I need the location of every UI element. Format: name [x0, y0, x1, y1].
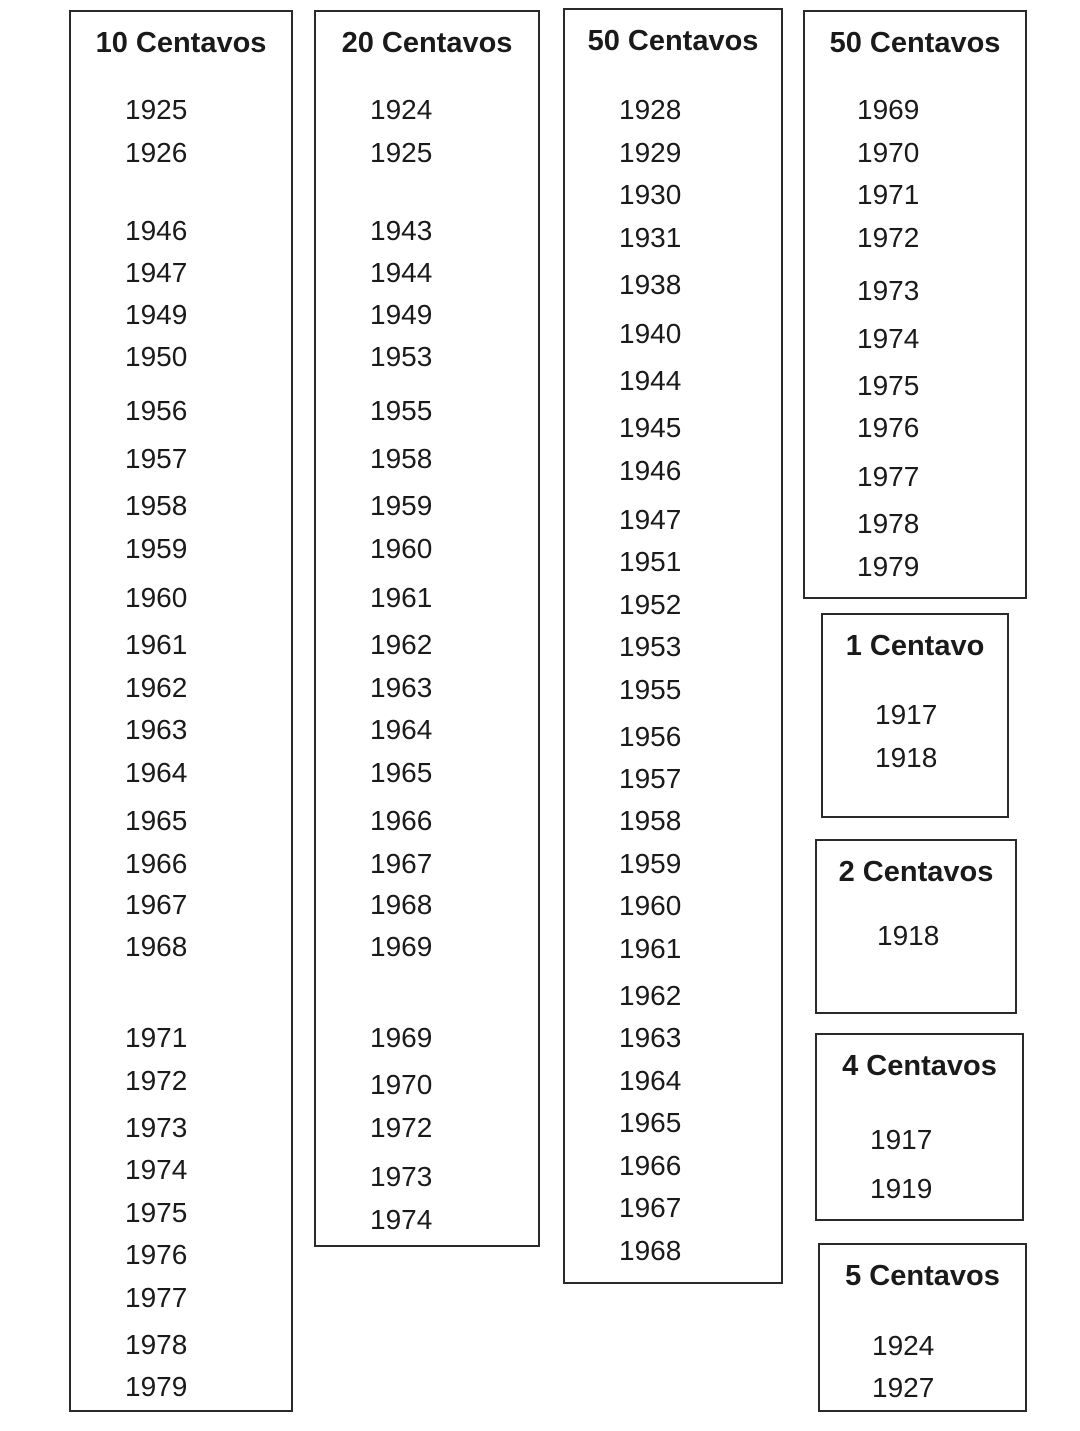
- denomination-box: [815, 1033, 1024, 1221]
- year-item: 1957: [125, 443, 188, 474]
- denomination-title: 20 Centavos: [341, 27, 513, 59]
- year-item: 1953: [619, 631, 682, 662]
- year-item: 1966: [619, 1150, 682, 1181]
- year-item: 1946: [125, 215, 188, 246]
- year-item: 1967: [619, 1192, 682, 1223]
- year-item: 1976: [857, 412, 920, 443]
- year-item: 1974: [125, 1154, 188, 1185]
- year-item: 1925: [125, 94, 188, 125]
- year-item: 1924: [872, 1330, 935, 1361]
- denomination-title: 2 Centavos: [838, 856, 994, 888]
- year-item: 1949: [370, 299, 433, 330]
- year-item: 1945: [619, 412, 682, 443]
- year-item: 1963: [370, 672, 433, 703]
- year-item: 1959: [619, 848, 682, 879]
- year-item: 1973: [125, 1112, 188, 1143]
- denomination-title: 10 Centavos: [95, 27, 267, 59]
- year-item: 1972: [370, 1112, 433, 1143]
- year-item: 1943: [370, 215, 433, 246]
- year-item: 1928: [619, 94, 682, 125]
- year-item: 1956: [619, 721, 682, 752]
- year-item: 1960: [125, 582, 188, 613]
- year-item: 1960: [619, 890, 682, 921]
- year-item: 1973: [370, 1161, 433, 1192]
- year-item: 1968: [370, 889, 433, 920]
- year-item: 1967: [125, 889, 188, 920]
- year-item: 1979: [125, 1371, 188, 1402]
- year-item: 1929: [619, 137, 682, 168]
- year-item: 1978: [125, 1329, 188, 1360]
- denomination-title: 4 Centavos: [842, 1050, 997, 1082]
- year-item: 1919: [870, 1173, 933, 1204]
- year-item: 1979: [857, 551, 920, 582]
- year-item: 1940: [619, 318, 682, 349]
- year-item: 1975: [125, 1197, 188, 1228]
- year-item: 1977: [857, 461, 920, 492]
- year-item: 1918: [875, 742, 938, 773]
- year-item: 1965: [125, 805, 188, 836]
- year-item: 1926: [125, 137, 188, 168]
- year-item: 1977: [125, 1282, 188, 1313]
- denomination-box: [314, 10, 540, 1247]
- year-item: 1963: [125, 714, 188, 745]
- year-item: 1924: [370, 94, 433, 125]
- year-item: 1972: [125, 1065, 188, 1096]
- year-item: 1944: [619, 365, 682, 396]
- year-item: 1927: [872, 1372, 935, 1403]
- denomination-box: [69, 10, 293, 1412]
- year-item: 1951: [619, 546, 682, 577]
- year-item: 1960: [370, 533, 433, 564]
- year-item: 1965: [619, 1107, 682, 1138]
- year-item: 1953: [370, 341, 433, 372]
- year-item: 1971: [125, 1022, 188, 1053]
- year-item: 1964: [619, 1065, 682, 1096]
- year-item: 1976: [125, 1239, 188, 1270]
- year-item: 1944: [370, 257, 433, 288]
- year-item: 1974: [370, 1204, 433, 1235]
- year-item: 1971: [857, 179, 920, 210]
- year-item: 1962: [370, 629, 433, 660]
- denomination-title: 1 Centavo: [845, 630, 985, 662]
- year-item: 1930: [619, 179, 682, 210]
- year-item: 1955: [619, 674, 682, 705]
- year-item: 1975: [857, 370, 920, 401]
- year-item: 1917: [870, 1124, 933, 1155]
- year-item: 1956: [125, 395, 188, 426]
- year-item: 1947: [125, 257, 188, 288]
- denomination-box: [818, 1243, 1027, 1412]
- year-item: 1962: [125, 672, 188, 703]
- year-item: 1966: [125, 848, 188, 879]
- year-item: 1964: [370, 714, 433, 745]
- year-item: 1961: [619, 933, 682, 964]
- year-item: 1949: [125, 299, 188, 330]
- year-item: 1969: [370, 931, 433, 962]
- year-item: 1965: [370, 757, 433, 788]
- year-item: 1917: [875, 699, 938, 730]
- year-item: 1966: [370, 805, 433, 836]
- year-item: 1959: [125, 533, 188, 564]
- year-item: 1952: [619, 589, 682, 620]
- year-item: 1974: [857, 323, 920, 354]
- year-item: 1958: [619, 805, 682, 836]
- year-item: 1931: [619, 222, 682, 253]
- year-item: 1963: [619, 1022, 682, 1053]
- year-item: 1969: [857, 94, 920, 125]
- year-item: 1961: [370, 582, 433, 613]
- year-item: 1962: [619, 980, 682, 1011]
- year-item: 1958: [125, 490, 188, 521]
- year-item: 1961: [125, 629, 188, 660]
- denomination-box: [563, 8, 783, 1284]
- year-item: 1955: [370, 395, 433, 426]
- year-item: 1970: [857, 137, 920, 168]
- denomination-title: 50 Centavos: [587, 25, 759, 57]
- year-item: 1958: [370, 443, 433, 474]
- year-item: 1967: [370, 848, 433, 879]
- year-item: 1959: [370, 490, 433, 521]
- year-item: 1918: [877, 920, 940, 951]
- denomination-title: 50 Centavos: [829, 27, 1001, 59]
- year-item: 1972: [857, 222, 920, 253]
- year-item: 1969: [370, 1022, 433, 1053]
- denomination-box: [803, 10, 1027, 599]
- denomination-box: [815, 839, 1017, 1014]
- year-item: 1950: [125, 341, 188, 372]
- year-item: 1973: [857, 275, 920, 306]
- year-item: 1964: [125, 757, 188, 788]
- denomination-title: 5 Centavos: [845, 1260, 1000, 1292]
- year-item: 1978: [857, 508, 920, 539]
- year-item: 1968: [125, 931, 188, 962]
- year-item: 1947: [619, 504, 682, 535]
- year-item: 1970: [370, 1069, 433, 1100]
- denomination-box: [821, 613, 1009, 818]
- year-item: 1946: [619, 455, 682, 486]
- year-item: 1968: [619, 1235, 682, 1266]
- year-item: 1938: [619, 269, 682, 300]
- year-item: 1957: [619, 763, 682, 794]
- year-item: 1925: [370, 137, 433, 168]
